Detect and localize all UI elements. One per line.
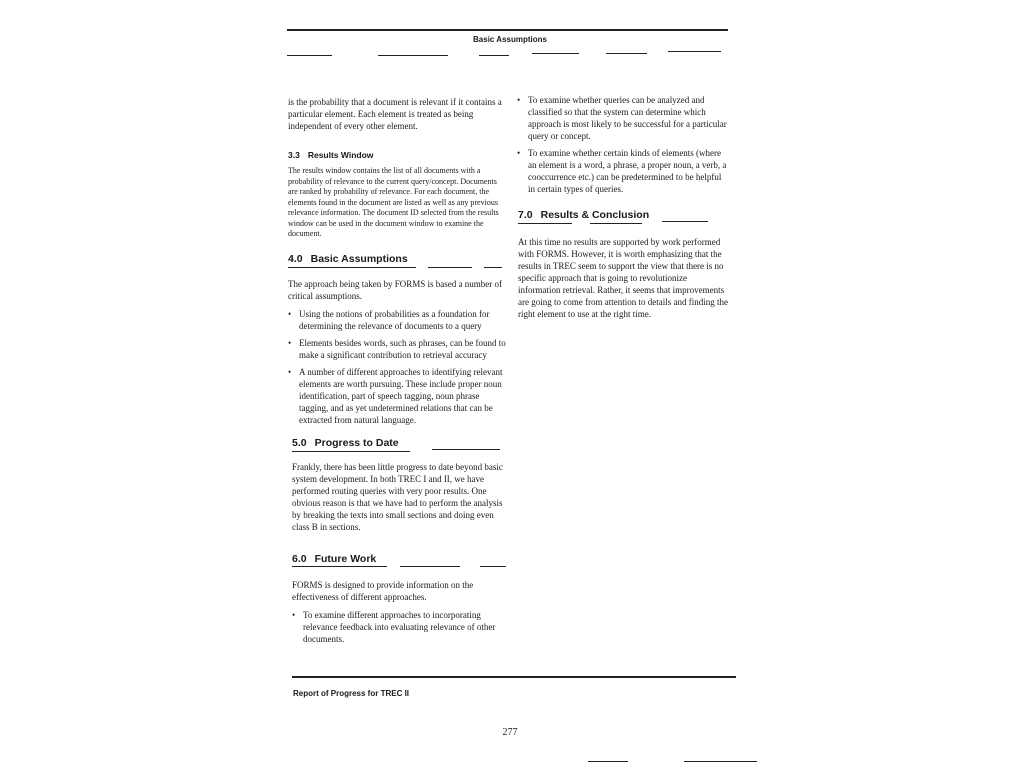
section-7-heading-rule	[518, 223, 572, 224]
section-6-text: FORMS is designed to provide information on the effectiveness of different approaches.	[292, 580, 474, 602]
bullet-item: • To examine whether certain kinds of elements (where an element is a word, a phrase, a proper noun, a verb, a cooccurrence etc.) can be predetermined to be helpful in certain types of queries.	[517, 147, 729, 195]
right-column-bullets	[517, 94, 729, 195]
footer-rule	[292, 676, 736, 678]
bullet-item: • A number of different approaches to identifying relevant elements are worth pursuing. These include proper noun identification, part of speech tagging, noun phrase tagging, and as yet undetermined relations that can be extracted from natural language.	[288, 366, 506, 426]
footer-report-title: Report of Progress for TREC II	[293, 689, 410, 698]
section-5-heading	[292, 437, 399, 449]
section-7-heading-rule	[590, 223, 642, 224]
section-title: Results Window	[307, 150, 374, 160]
section-6-heading	[292, 553, 376, 565]
section-7-heading-rule	[662, 221, 708, 222]
bottom-tab-rule	[684, 761, 757, 762]
header-tab-rule	[479, 55, 509, 56]
section-6-heading-rule	[292, 566, 387, 567]
section-4-heading-rule	[428, 267, 472, 268]
header-tab-rule	[606, 53, 647, 54]
section-7-heading	[518, 209, 649, 221]
section-number: 3.3	[288, 150, 300, 160]
bullet-item: • To examine different approaches to incorporating relevance feedback into evaluating relevance of other documents.	[292, 609, 506, 645]
bullet-item: • Using the notions of probabilities as a foundation for determining the relevance of documents to a query	[288, 308, 506, 332]
section-4-heading	[288, 253, 408, 265]
header-tab-rule	[378, 55, 448, 56]
intro-text: is the probability that a document is relevant if it contains a particular element. Each element is treated as being independent of every other element.	[288, 97, 502, 131]
section-5-heading-rule	[432, 449, 500, 450]
section-6-heading-rule	[400, 566, 460, 567]
section-3-3-heading	[288, 150, 373, 160]
page-number: 277	[502, 727, 518, 738]
bullet-item: • To examine whether queries can be analyzed and classified so that the system can determine which approach is most likely to be successful for a particular query or concept.	[517, 94, 729, 142]
header-tab-rule	[532, 53, 579, 54]
section-3-3-body	[288, 166, 506, 240]
section-4-heading-rule	[484, 267, 502, 268]
section-title: Basic Assumptions	[310, 253, 408, 265]
intro-paragraph	[288, 96, 506, 132]
section-number: 4.0	[288, 253, 303, 265]
section-number: 5.0	[292, 437, 307, 449]
header-tab-rule	[668, 51, 721, 52]
section-5-text: Frankly, there has been little progress to date beyond basic system development. In both TREC I and II, we have performed routing queries with very poor results. One obvious reason is that we have had to perform the analysis by breaking the texts into small sections and doing even class B in sections.	[292, 462, 503, 532]
header-top-rule	[287, 29, 728, 31]
section-4-text: The approach being taken by FORMS is based a number of critical assumptions.	[288, 279, 502, 301]
bottom-tab-rule	[588, 761, 628, 762]
section-6-body	[292, 579, 506, 645]
section-title: Progress to Date	[314, 437, 399, 449]
section-5-heading-rule	[292, 451, 410, 452]
section-4-heading-rule	[288, 267, 416, 268]
section-title: Future Work	[314, 553, 377, 565]
future-work-bullet-list	[517, 94, 729, 195]
section-4-bullet-list	[288, 308, 506, 426]
section-6-heading-rule	[480, 566, 506, 567]
section-4-body	[288, 278, 506, 426]
section-number: 6.0	[292, 553, 307, 565]
section-7-body	[518, 236, 729, 320]
section-5-body	[292, 461, 506, 533]
section-title: Results & Conclusion	[540, 209, 650, 221]
section-7-text: At this time no results are supported by work performed with FORMS. However, it is worth emphasizing that the results in TREC seem to support the view that there is no specific approach that is going to revolutionize information retrieval. Rather, it seems that improvements are going to come from attention to details and finding the right element to use at the right time.	[518, 237, 728, 319]
section-6-bullet-list	[292, 609, 506, 645]
running-header-title: Basic Assumptions	[473, 35, 547, 44]
section-number: 7.0	[518, 209, 533, 221]
section-3-3-text: The results window contains the list of all documents with a probability of relevance to the current query/concept. Documents are ranked by probability of relevance. For each document, the elements found in the document are listed as well as any previous relevance information. The document ID selected from the results window can be used in the document window to examine the document.	[288, 166, 499, 238]
header-tab-rule	[287, 55, 332, 56]
bullet-item: • Elements besides words, such as phrases, can be found to make a significant contribution to retrieval accuracy	[288, 337, 506, 361]
